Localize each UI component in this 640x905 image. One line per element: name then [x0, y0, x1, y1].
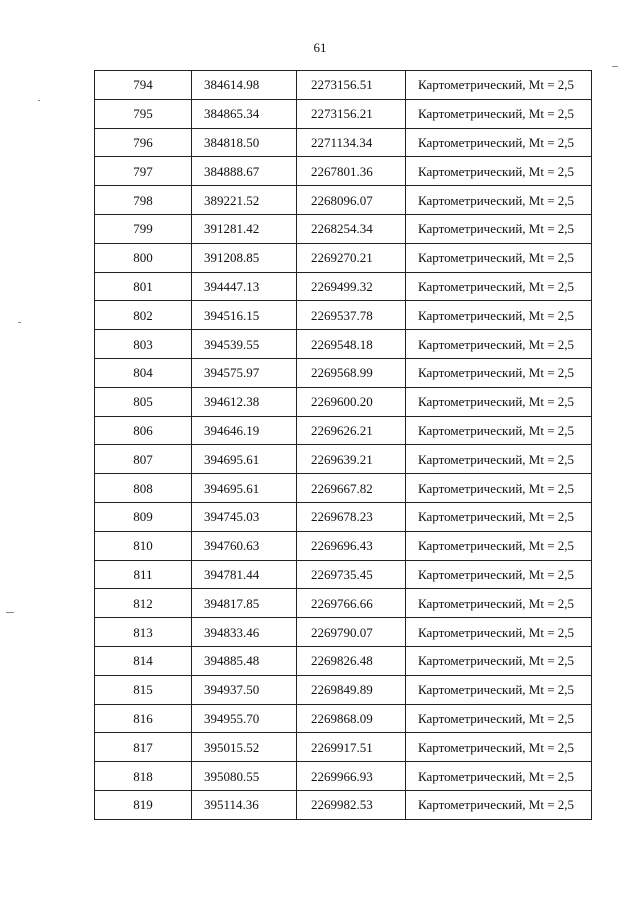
table-row [95, 387, 592, 416]
point-number-cell: 812 [95, 589, 192, 618]
y-coordinate-cell: 2269270.21 [297, 243, 406, 272]
x-coordinate-cell: 384818.50 [192, 128, 297, 157]
x-coordinate-cell: 394885.48 [192, 646, 297, 675]
point-number-cell: 807 [95, 445, 192, 474]
table-row [95, 301, 592, 330]
coordinates-table-body [95, 71, 592, 820]
method-cell: Картометрический, Mt = 2,5 [406, 301, 592, 330]
point-number-cell: 814 [95, 646, 192, 675]
method-cell: Картометрический, Mt = 2,5 [406, 675, 592, 704]
table-row [95, 762, 592, 791]
x-coordinate-cell: 394955.70 [192, 704, 297, 733]
x-coordinate-cell: 394781.44 [192, 560, 297, 589]
y-coordinate-cell: 2268096.07 [297, 186, 406, 215]
scan-speck [38, 100, 40, 101]
table-row [95, 618, 592, 647]
table-row [95, 445, 592, 474]
x-coordinate-cell: 384865.34 [192, 99, 297, 128]
method-cell: Картометрический, Mt = 2,5 [406, 531, 592, 560]
y-coordinate-cell: 2269548.18 [297, 330, 406, 359]
table-row [95, 214, 592, 243]
table-row [95, 646, 592, 675]
y-coordinate-cell: 2269499.32 [297, 272, 406, 301]
table-row [95, 157, 592, 186]
point-number-cell: 802 [95, 301, 192, 330]
point-number-cell: 798 [95, 186, 192, 215]
point-number-cell: 794 [95, 71, 192, 100]
y-coordinate-cell: 2269849.89 [297, 675, 406, 704]
method-cell: Картометрический, Mt = 2,5 [406, 502, 592, 531]
table-row [95, 733, 592, 762]
point-number-cell: 796 [95, 128, 192, 157]
method-cell: Картометрический, Mt = 2,5 [406, 186, 592, 215]
x-coordinate-cell: 394646.19 [192, 416, 297, 445]
y-coordinate-cell: 2269600.20 [297, 387, 406, 416]
x-coordinate-cell: 394695.61 [192, 445, 297, 474]
x-coordinate-cell: 394575.97 [192, 358, 297, 387]
point-number-cell: 805 [95, 387, 192, 416]
point-number-cell: 803 [95, 330, 192, 359]
x-coordinate-cell: 395114.36 [192, 790, 297, 819]
method-cell: Картометрический, Mt = 2,5 [406, 272, 592, 301]
scan-speck [6, 612, 14, 613]
y-coordinate-cell: 2269626.21 [297, 416, 406, 445]
method-cell: Картометрический, Mt = 2,5 [406, 358, 592, 387]
point-number-cell: 799 [95, 214, 192, 243]
x-coordinate-cell: 394612.38 [192, 387, 297, 416]
method-cell: Картометрический, Mt = 2,5 [406, 387, 592, 416]
x-coordinate-cell: 391208.85 [192, 243, 297, 272]
y-coordinate-cell: 2269790.07 [297, 618, 406, 647]
y-coordinate-cell: 2269826.48 [297, 646, 406, 675]
table-row [95, 675, 592, 704]
point-number-cell: 797 [95, 157, 192, 186]
method-cell: Картометрический, Mt = 2,5 [406, 790, 592, 819]
method-cell: Картометрический, Mt = 2,5 [406, 157, 592, 186]
x-coordinate-cell: 394745.03 [192, 502, 297, 531]
point-number-cell: 804 [95, 358, 192, 387]
y-coordinate-cell: 2268254.34 [297, 214, 406, 243]
table-row [95, 560, 592, 589]
method-cell: Картометрический, Mt = 2,5 [406, 589, 592, 618]
point-number-cell: 818 [95, 762, 192, 791]
point-number-cell: 817 [95, 733, 192, 762]
method-cell: Картометрический, Mt = 2,5 [406, 474, 592, 503]
point-number-cell: 813 [95, 618, 192, 647]
point-number-cell: 815 [95, 675, 192, 704]
coordinates-table [94, 70, 592, 820]
method-cell: Картометрический, Mt = 2,5 [406, 243, 592, 272]
y-coordinate-cell: 2269537.78 [297, 301, 406, 330]
point-number-cell: 816 [95, 704, 192, 733]
x-coordinate-cell: 394539.55 [192, 330, 297, 359]
y-coordinate-cell: 2269735.45 [297, 560, 406, 589]
y-coordinate-cell: 2273156.51 [297, 71, 406, 100]
table-row [95, 589, 592, 618]
x-coordinate-cell: 394760.63 [192, 531, 297, 560]
x-coordinate-cell: 395080.55 [192, 762, 297, 791]
y-coordinate-cell: 2271134.34 [297, 128, 406, 157]
method-cell: Картометрический, Mt = 2,5 [406, 99, 592, 128]
y-coordinate-cell: 2267801.36 [297, 157, 406, 186]
x-coordinate-cell: 391281.42 [192, 214, 297, 243]
method-cell: Картометрический, Mt = 2,5 [406, 733, 592, 762]
x-coordinate-cell: 384614.98 [192, 71, 297, 100]
point-number-cell: 819 [95, 790, 192, 819]
scan-speck [18, 322, 21, 323]
table-row [95, 704, 592, 733]
page-number: 61 [313, 40, 327, 55]
point-number-cell: 795 [95, 99, 192, 128]
table-row [95, 71, 592, 100]
method-cell: Картометрический, Mt = 2,5 [406, 646, 592, 675]
table-row [95, 474, 592, 503]
scan-speck [612, 66, 618, 67]
point-number-cell: 806 [95, 416, 192, 445]
table-row [95, 790, 592, 819]
x-coordinate-cell: 394516.15 [192, 301, 297, 330]
table-row [95, 416, 592, 445]
y-coordinate-cell: 2273156.21 [297, 99, 406, 128]
table-row [95, 243, 592, 272]
x-coordinate-cell: 394695.61 [192, 474, 297, 503]
table-row [95, 99, 592, 128]
y-coordinate-cell: 2269917.51 [297, 733, 406, 762]
x-coordinate-cell: 384888.67 [192, 157, 297, 186]
method-cell: Картометрический, Mt = 2,5 [406, 71, 592, 100]
table-row [95, 330, 592, 359]
x-coordinate-cell: 395015.52 [192, 733, 297, 762]
x-coordinate-cell: 394447.13 [192, 272, 297, 301]
y-coordinate-cell: 2269678.23 [297, 502, 406, 531]
x-coordinate-cell: 394937.50 [192, 675, 297, 704]
y-coordinate-cell: 2269696.43 [297, 531, 406, 560]
table-row [95, 186, 592, 215]
method-cell: Картометрический, Mt = 2,5 [406, 618, 592, 647]
point-number-cell: 801 [95, 272, 192, 301]
table-row [95, 272, 592, 301]
y-coordinate-cell: 2269868.09 [297, 704, 406, 733]
x-coordinate-cell: 394833.46 [192, 618, 297, 647]
table-row [95, 531, 592, 560]
method-cell: Картометрический, Mt = 2,5 [406, 128, 592, 157]
y-coordinate-cell: 2269639.21 [297, 445, 406, 474]
x-coordinate-cell: 394817.85 [192, 589, 297, 618]
y-coordinate-cell: 2269568.99 [297, 358, 406, 387]
point-number-cell: 811 [95, 560, 192, 589]
method-cell: Картометрический, Mt = 2,5 [406, 445, 592, 474]
method-cell: Картометрический, Mt = 2,5 [406, 704, 592, 733]
y-coordinate-cell: 2269766.66 [297, 589, 406, 618]
y-coordinate-cell: 2269966.93 [297, 762, 406, 791]
table-row [95, 128, 592, 157]
table-row [95, 502, 592, 531]
x-coordinate-cell: 389221.52 [192, 186, 297, 215]
y-coordinate-cell: 2269982.53 [297, 790, 406, 819]
point-number-cell: 808 [95, 474, 192, 503]
method-cell: Картометрический, Mt = 2,5 [406, 762, 592, 791]
method-cell: Картометрический, Mt = 2,5 [406, 416, 592, 445]
point-number-cell: 809 [95, 502, 192, 531]
y-coordinate-cell: 2269667.82 [297, 474, 406, 503]
point-number-cell: 810 [95, 531, 192, 560]
method-cell: Картометрический, Mt = 2,5 [406, 330, 592, 359]
point-number-cell: 800 [95, 243, 192, 272]
method-cell: Картометрический, Mt = 2,5 [406, 560, 592, 589]
table-row [95, 358, 592, 387]
method-cell: Картометрический, Mt = 2,5 [406, 214, 592, 243]
